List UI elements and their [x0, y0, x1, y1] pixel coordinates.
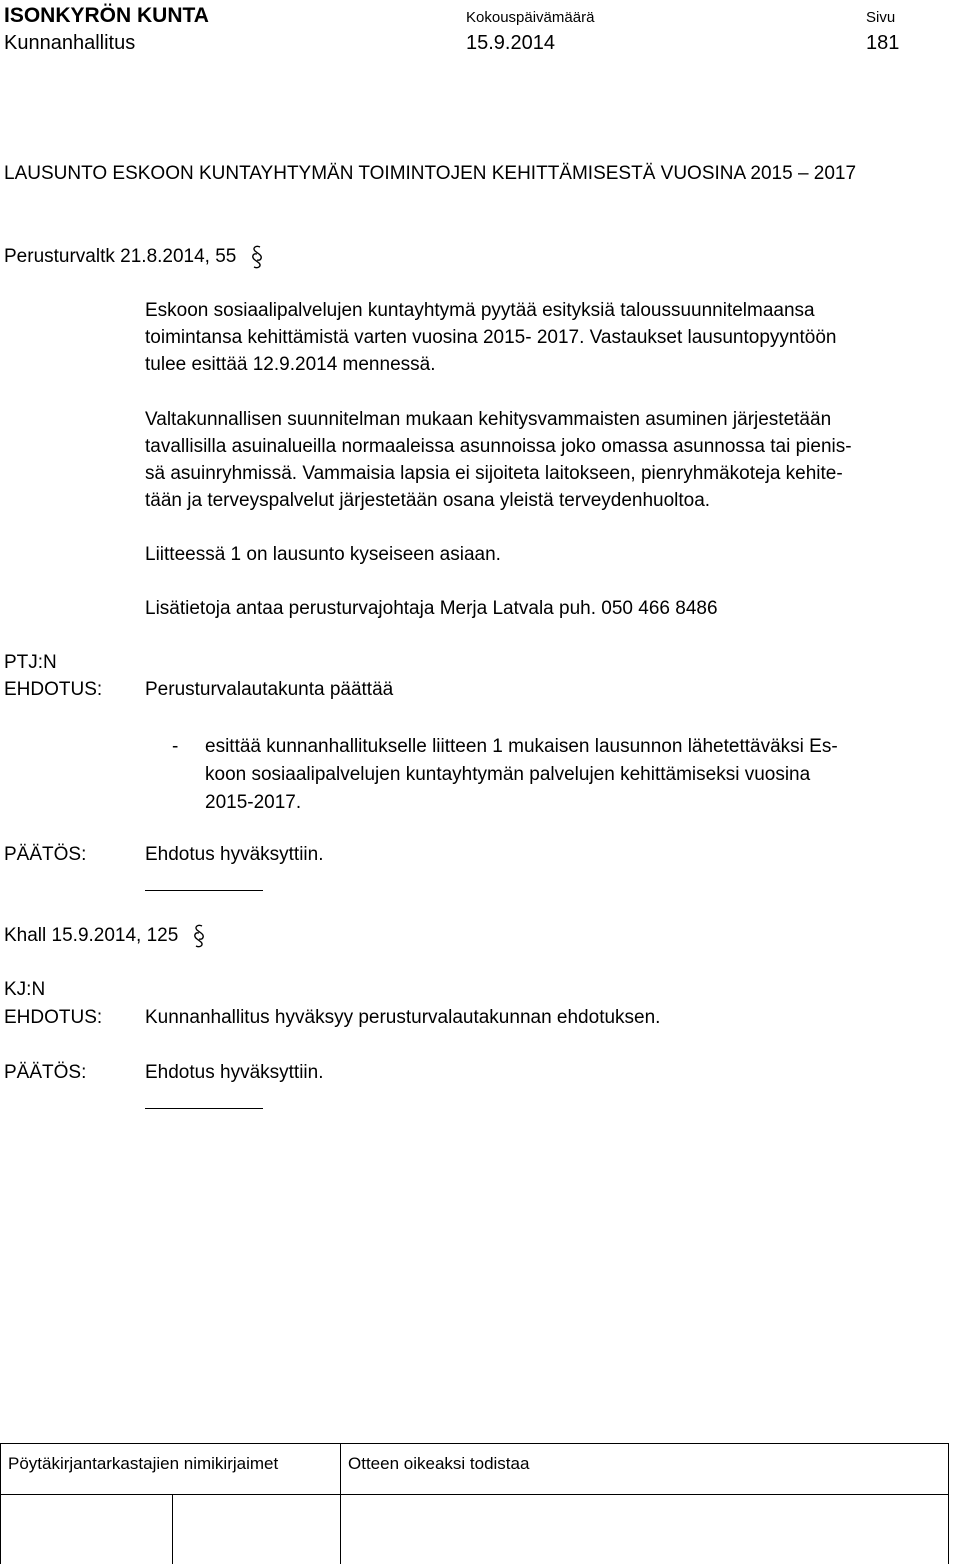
page-label: Sivu [866, 9, 896, 26]
meeting-date-label: Kokouspäivämäärä [466, 9, 595, 26]
table-border [172, 1494, 173, 1564]
signature-rule [145, 1108, 263, 1109]
table-border [0, 1443, 1, 1564]
paragraph-contact: Lisätietoja antaa perusturvajohtaja Merja Latvala puh. 050 466 8486 [145, 598, 718, 619]
bullet-line: esittää kunnanhallitukselle liitteen 1 mukaisen lausunnon lähetettäväksi Es- [205, 736, 838, 757]
page-number: 181 [866, 32, 900, 54]
governing-body: Kunnanhallitus [4, 32, 136, 54]
paragraph-line: sä asuinryhmissä. Vammaisia lapsia ei sijoiteta laitokseen, pienryhmäkoteja kehite- [145, 463, 843, 484]
paragraph-line: tään ja terveyspalvelut järjestetään osana yleistä terveydenhuoltoa. [145, 490, 711, 511]
bullet-line: 2015-2017. [205, 792, 302, 813]
signature-table-divider [0, 1494, 948, 1495]
decision-label: PÄÄTÖS: [4, 1062, 87, 1083]
section-sign-icon [250, 244, 264, 270]
section1-reference-text: Perusturvaltk 21.8.2014, 55 [4, 246, 237, 267]
section2-reference-text: Khall 15.9.2014, 125 [4, 925, 179, 946]
section1-reference [4, 243, 264, 270]
proposal-label: EHDOTUS: [4, 679, 103, 700]
proposer-label: KJ:N [4, 979, 46, 1000]
document-title: LAUSUNTO ESKOON KUNTAYHTYMÄN TOIMINTOJEN KEHITTÄMISESTÄ VUOSINA 2015 – 2017 [4, 163, 857, 184]
proposal-label: EHDOTUS: [4, 1007, 103, 1028]
paragraph-line: Eskoon sosiaalipalvelujen kuntayhtymä pyytää esityksiä taloussuunnitelmaansa [145, 300, 815, 321]
decision-label: PÄÄTÖS: [4, 844, 87, 865]
proposal-text: Perusturvalautakunta päättää [145, 679, 394, 700]
bullet-dash: - [172, 736, 179, 757]
organization-name: ISONKYRÖN KUNTA [4, 4, 209, 27]
paragraph-line: Valtakunnallisen suunnitelman mukaan kehitysvammaisten asuminen järjestetään [145, 409, 832, 430]
paragraph-request [145, 297, 935, 378]
proposal-text: Kunnanhallitus hyväksyy perusturvalautakunnan ehdotuksen. [145, 1007, 661, 1028]
decision-text: Ehdotus hyväksyttiin. [145, 1062, 324, 1083]
table-border [340, 1443, 341, 1494]
paragraph-line: tulee esittää 12.9.2014 mennessä. [145, 354, 436, 375]
paragraph-plan [145, 406, 935, 514]
decision-text: Ehdotus hyväksyttiin. [145, 844, 324, 865]
table-border [340, 1494, 341, 1564]
paragraph-attachment: Liitteessä 1 on lausunto kyseiseen asiaan. [145, 544, 501, 565]
table-border [948, 1443, 949, 1564]
paragraph-line: tavallisilla asuinalueilla normaaleissa asunnoissa joko omassa asunnossa tai pienis- [145, 436, 852, 457]
section2-reference [4, 922, 206, 949]
bullet-line: koon sosiaalipalvelujen kuntayhtymän palvelujen kehittämiseksi vuosina [205, 764, 811, 785]
paragraph-line: toimintansa kehittämistä varten vuosina 2015- 2017. Vastaukset lausuntopyyntöön [145, 327, 837, 348]
proposer-label: PTJ:N [4, 652, 57, 673]
certified-copy-label: Otteen oikeaksi todistaa [348, 1454, 530, 1473]
bullet-item [205, 733, 945, 817]
reviewers-initials-label: Pöytäkirjantarkastajien nimikirjaimet [8, 1454, 279, 1473]
signature-rule [145, 890, 263, 891]
meeting-date: 15.9.2014 [466, 32, 555, 54]
section-sign-icon [192, 923, 206, 949]
